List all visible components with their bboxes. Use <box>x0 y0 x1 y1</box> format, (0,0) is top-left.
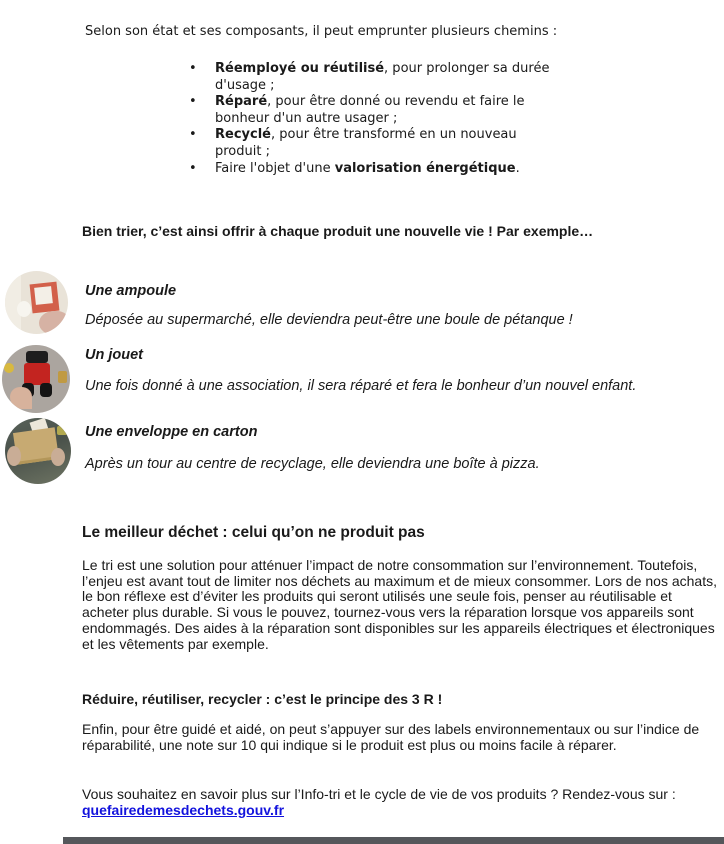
outro-text: Vous souhaitez en savoir plus sur l’Info-tri et le cycle de vie de vos produits ? Rendez-vous sur : <box>82 786 676 802</box>
next-element-cutoff-bar <box>63 837 724 844</box>
toy-truck-photo <box>2 345 70 413</box>
quefairedemesdechets-link[interactable]: quefairedemesdechets.gouv.fr <box>82 801 285 818</box>
example-title-enveloppe: Une enveloppe en carton <box>85 424 258 440</box>
hand-shape <box>51 448 65 466</box>
truck-wheel-shape <box>40 383 52 397</box>
truck-cage-shape <box>26 351 48 363</box>
truck-body-shape <box>24 363 50 385</box>
desk-item-shape <box>57 426 67 435</box>
example-title-jouet: Un jouet <box>85 347 143 363</box>
list-item-text: Recyclé, pour être transformé en un nouveau produit ; <box>215 127 517 159</box>
list-item <box>189 61 561 94</box>
bullet-icon: • <box>189 94 197 110</box>
list-item <box>189 127 561 160</box>
lightbulb-shape <box>17 301 31 317</box>
outro-paragraph <box>82 787 722 818</box>
lead-sentence: Bien trier, c’est ainsi offrir à chaque produit une nouvelle vie ! Par exemple… <box>82 223 594 239</box>
hand-shape <box>7 446 21 466</box>
section-subheading: Réduire, réutiliser, recycler : c’est le principe des 3 R ! <box>82 691 443 707</box>
list-item-text: Faire l'objet d'une valorisation énergétique. <box>215 160 520 176</box>
section-paragraph-1: Le tri est une solution pour atténuer l’impact de notre consommation sur l’environnement. Toutefois, l’enjeu est avant tout de limiter nos déchets au maximum et de mieux consommer. Lors de nos achats, le bon réflexe est d’éviter les produits qui seront utilisés une seule fois, penser au réutilisable et acheter plus durable. Si vous le pouvez, tournez-vous vers la réparation lorsque vos appareils sont endommagés. Des aides à la réparation sont disponibles sur les appareils électriques et électroniques et les vêtements par exemple. <box>82 557 717 652</box>
list-item-text: Réparé, pour être donné ou revendu et faire le bonheur d'un autre usager ; <box>215 94 525 126</box>
small-toy-shape <box>58 371 67 383</box>
section-paragraph-2: Enfin, pour être guidé et aidé, on peut s’appuyer sur des labels environnementaux ou sur l’indice de réparabilité, une note sur 10 qui indique si le produit est plus ou moins facile à réparer. <box>82 721 700 753</box>
example-title-ampoule: Une ampoule <box>85 283 177 299</box>
small-toy-shape <box>4 363 14 373</box>
bullet-icon: • <box>189 160 197 176</box>
intro-paragraph: Selon son état et ses composants, il peut emprunter plusieurs chemins : <box>85 24 558 39</box>
example-text-ampoule: Déposée au supermarché, elle deviendra peut-être une boule de pétanque ! <box>85 312 573 328</box>
hand-shape <box>39 311 68 334</box>
box-label-shape <box>34 286 53 305</box>
cardboard-envelope-photo <box>5 418 71 484</box>
bullet-icon: • <box>189 61 197 76</box>
bullet-icon: • <box>189 127 197 143</box>
example-text-enveloppe: Après un tour au centre de recyclage, elle deviendra une boîte à pizza. <box>85 456 540 472</box>
list-item <box>189 161 561 178</box>
list-item-text: Réemployé ou réutilisé, pour prolonger sa durée d'usage ; <box>215 61 550 93</box>
section-heading: Le meilleur déchet : celui qu’on ne produit pas <box>82 524 425 541</box>
hand-shape <box>10 387 32 409</box>
lightbulb-box-photo <box>5 271 68 334</box>
list-item <box>189 94 561 127</box>
waste-paths-list <box>189 61 561 177</box>
example-text-jouet: Une fois donné à une association, il sera réparé et fera le bonheur d’un nouvel enfant. <box>85 378 637 394</box>
